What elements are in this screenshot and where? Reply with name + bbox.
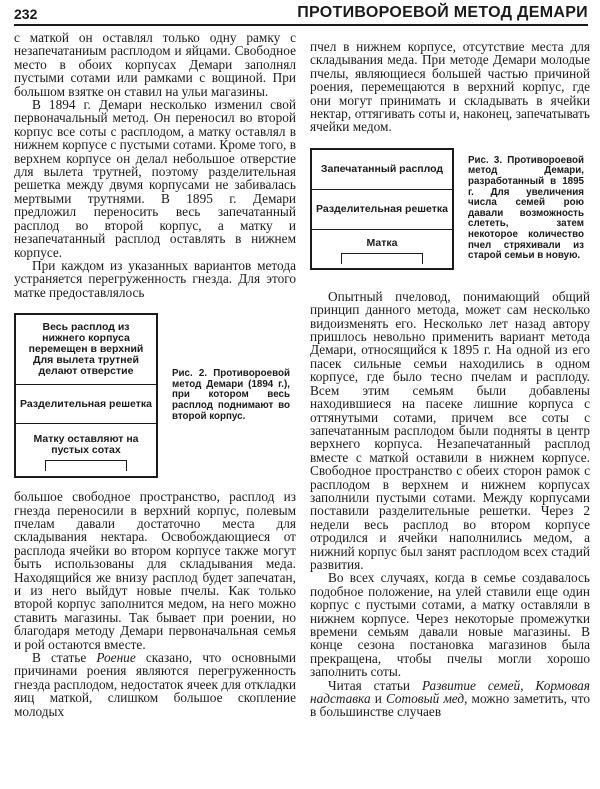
paragraph: Читая статьи Развитие семей, Кормовая надставка и Сотовый мед, можно заметить, что в большинстве случаев — [310, 677, 590, 720]
paragraph: В 1894 г. Демари несколько изменил свой первоначальный метод. Он переносил во второй корпус все соты с расплодом, а матку оставлял в нижнем корпусе с пустыми сотами. Кроме того, в верхнем корпусе он делал небольшое отверстие для вылета трутней, поэтому разделительная решетка между двумя корпусами не забивалась мертвыми трутнями. В 1895 г. Демари предложил переносить весь запечатанный расплод во второй корпус, а матку и незапечатанный расплод оставлять в нижнем корпусе. — [14, 97, 296, 260]
figure-caption: Рис. 2. Противороевой метод Демари (1894 г.), при котором весь расплод поднимают во второй корпус. — [172, 368, 290, 422]
page-header — [14, 2, 588, 26]
sealed-brood-cell: Запечатанный расплод — [312, 150, 452, 190]
article-reference: Сотовый мед — [385, 691, 465, 707]
article-reference: Роение — [96, 650, 136, 665]
figure-3 — [310, 148, 590, 270]
paragraph: В статье Роение сказано, что основными причинами роения являются перегруженность гнезда расплодом, недостаток ячеек для откладки яиц маткой, слишком большое скопление молодых — [14, 650, 296, 719]
right-column — [310, 40, 590, 719]
queen-cell — [312, 230, 452, 268]
figure-caption: Рис. 3. Противороевой метод Демари, разработанный в 1895 г. Для увеличения числа семей рою давали возможность слететь, затем некоторое количество пчел стряхивали из старой семьи в новую. — [468, 154, 584, 262]
page-number: 232 — [14, 6, 38, 22]
paragraph: большое свободное пространство, расплод из гнезда переносили в верхний корпус, полевым пчелам давали достаточно места для складывания нектара. Освобождающиеся от расплода ячейки во втором корпусе также могут быть использованы для складывания меда. Находящийся же внизу расплод будет запечатан, и из него выйдут новые пчелы. Как только второй корпус заполнится медом, на него можно ставить магазины. Так бывает при роении, но благодаря методу Демари первоначальная семья и рой остаются вместе. — [14, 489, 296, 652]
hive-diagram — [310, 148, 454, 270]
frame-icon — [45, 460, 127, 471]
upper-body-cell: Весь расплод из нижнего корпуса перемещен в верхний Для вылета трутней делают отверстие — [16, 315, 156, 385]
figure-2 — [14, 313, 296, 478]
frame-icon — [341, 253, 423, 264]
article-reference: Развитие семей — [421, 677, 521, 693]
paragraph: Опытный пчеловод, понимающий общий принцип данного метода, может сам несколько видоизменять его. Несколько лет назад автору пришлось невольно применить вариант метода Демари, относящийся к 1895 г. На одной из его пасек сильные семьи находились в одном корпусе, где было тесно пчелам и расплоду. Всем этим семьям были добавлены находившиеся на пасеке лишние корпуса с оттянутыми сотами, причем все соты с запечатанным расплодом были подняты в центр верхнего корпуса. Незапечатанный расплод вместе с маткой оставили в нижнем корпусе. Свободное пространство с обеих сторон рамок с расплодом в верхнем и нижнем корпусах заполнили пустыми сотами. Между корпусами поставили разделительные решетки. Через 2 недели весь расплод во втором корпусе отродился и ячейки наполнились медом, а нижний корпус был занят расплодом всех стадий развития. — [310, 288, 590, 572]
paragraph: пчел в нижнем корпусе, отсутствие места для складывания меда. При методе Демари молодые пчелы, являющиеся большей частью причиной роения, перемещаются в верхний корпус, где они могут принимать и складывать в ячейки нектар, оттягивать соты и, наконец, запечатывать ячейки медом. — [310, 39, 590, 135]
queen-excluder-cell: Разделительная решетка — [312, 190, 452, 230]
article-reference: Кормовая надставка — [310, 677, 590, 707]
paragraph: При каждом из указанных вариантов метода устраняется перегруженность гнезда. Для этого матке предоставлялось — [14, 257, 296, 300]
lower-body-cell — [16, 424, 156, 476]
paragraph: с маткой он оставлял только одну рамку с незапечатаниым расплодом и яйцами. Свободное место в обоих корпусах Демари заполнял пустыми сотами или рамками с вощиной. При большом взятке он ставил на ульи магазины. — [14, 30, 296, 99]
hive-diagram — [14, 313, 158, 478]
paragraph: Во всех случаях, когда в семье создавалось подобное положение, на улей ставили еще один корпус с пустыми сотами, а матку оставляли в нижнем корпусе. Через некоторые промежутки времени семьям давали новые магазины. В конце сезона постановка магазинов была прекращена, чтобы пчелы могли хорошо заполнить соты. — [310, 570, 590, 680]
queen-excluder-cell: Разделительная решетка — [16, 385, 156, 424]
lower-body-label: Матку оставляют на пустых сотах — [33, 433, 139, 457]
left-column — [14, 31, 296, 718]
queen-label: Матка — [366, 236, 398, 249]
running-title: ПРОТИВОРОЕВОЙ МЕТОД ДЕМАРИ — [297, 4, 588, 21]
